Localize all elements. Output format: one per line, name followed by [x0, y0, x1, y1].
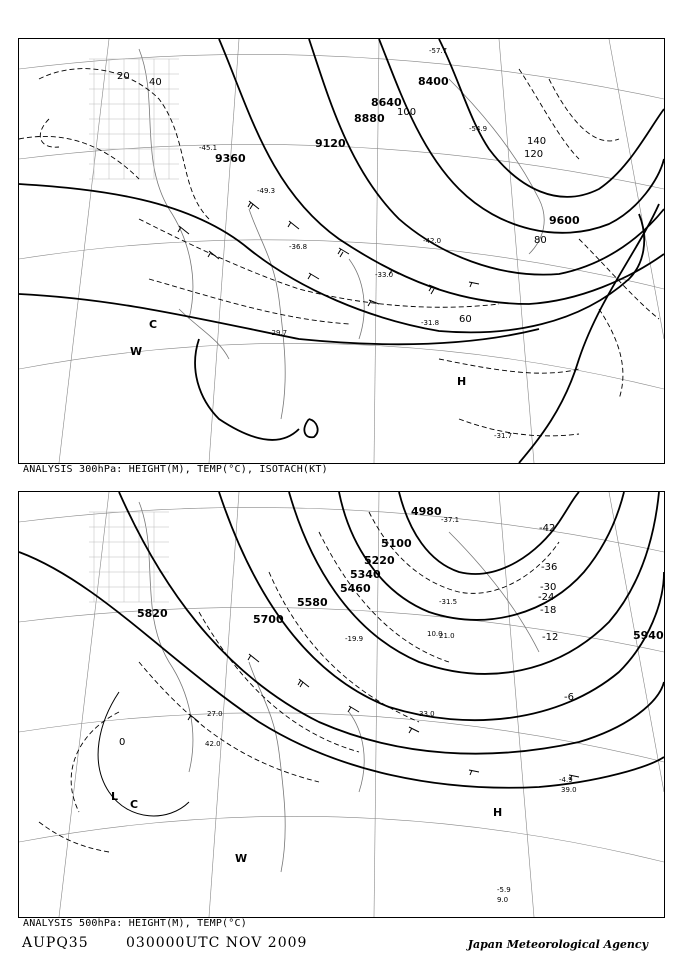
warm-center-symbol: W: [235, 852, 248, 865]
cold-center-symbol: C: [130, 798, 139, 811]
height-label-5220: 5220: [364, 554, 395, 567]
coastline: [139, 49, 547, 419]
temp-label: -36: [541, 562, 558, 573]
station-value: 10.0: [427, 630, 443, 638]
map-300hpa: [18, 38, 665, 464]
terrain-hatch: [89, 59, 179, 179]
station-value: 42.0: [205, 740, 221, 748]
station-value: 21.0: [439, 632, 455, 640]
height-label-8400: 8400: [418, 75, 449, 88]
height-label-5700: 5700: [253, 613, 284, 626]
height-contours: [19, 492, 664, 788]
height-label-5820: 5820: [137, 607, 168, 620]
temp-label: -19.9: [345, 635, 364, 643]
station-value: 9.0: [497, 896, 509, 904]
temp-label: -42: [539, 523, 556, 534]
graticule: [19, 39, 664, 463]
isotach-label: 120: [524, 149, 544, 160]
temp-label: -37.1: [441, 516, 460, 524]
temp-label: -49.3: [257, 187, 276, 195]
temp-label: -57.7: [429, 47, 448, 55]
wind-barbs: [178, 201, 479, 306]
temp-label: -33.0: [375, 271, 394, 279]
temp-label: -30: [540, 582, 557, 593]
temp-label: -31.7: [494, 432, 513, 440]
height-contours: [19, 39, 664, 463]
temp-label: -4.9: [559, 776, 573, 784]
height-label-5940: 5940: [633, 629, 664, 642]
height-label-5580: 5580: [297, 596, 328, 609]
temp-label: -31.5: [439, 598, 458, 606]
isotach-label: 140: [527, 136, 547, 147]
valid-time: 030000UTC NOV 2009: [126, 935, 308, 951]
graticule: [19, 492, 664, 917]
temp-label: -42.0: [423, 237, 442, 245]
caption-300hpa: ANALYSIS 300hPa: HEIGHT(M), TEMP(°C), ISOTACH(KT): [23, 464, 328, 475]
high-pressure-symbol: H: [493, 806, 503, 819]
temp-label: 0: [119, 737, 126, 748]
temp-label: -6: [564, 692, 574, 703]
station-value: 27.0: [207, 710, 223, 718]
temp-label: -5.9: [497, 886, 511, 894]
height-label-9600: 9600: [549, 214, 580, 227]
height-label-4980: 4980: [411, 505, 442, 518]
isotach-label: 40: [149, 77, 162, 88]
temp-label: -54.9: [469, 125, 488, 133]
map-500hpa: [18, 491, 665, 918]
cold-center-symbol: C: [149, 318, 158, 331]
station-value: 33.0: [419, 710, 435, 718]
agency-name: Japan Meteorological Agency: [467, 938, 648, 951]
temp-label: -45.1: [199, 144, 218, 152]
station-value: 39.0: [561, 786, 577, 794]
height-label-9360: 9360: [215, 152, 246, 165]
isotach-label: 100: [397, 107, 417, 118]
height-label-8640: 8640: [371, 96, 402, 109]
low-pressure-symbol: L: [111, 790, 119, 803]
temp-label: -18: [540, 605, 557, 616]
temp-label: -29.7: [269, 329, 288, 337]
high-pressure-symbol: H: [457, 375, 467, 388]
map-300hpa-graphics: [19, 39, 664, 463]
temp-label: -31.8: [421, 319, 440, 327]
product-id: AUPQ35: [22, 935, 89, 951]
map-500hpa-graphics: [19, 492, 664, 917]
height-label-8880: 8880: [354, 112, 385, 125]
temp-label: -12: [542, 632, 559, 643]
isotach-label: 60: [459, 314, 472, 325]
isotach-label: 20: [117, 71, 130, 82]
height-label-9120: 9120: [315, 137, 346, 150]
caption-500hpa: ANALYSIS 500hPa: HEIGHT(M), TEMP(°C): [23, 918, 247, 929]
height-label-5340: 5340: [350, 568, 381, 581]
temp-label: -36.8: [289, 243, 308, 251]
height-label-5100: 5100: [381, 537, 412, 550]
isotach-label: 80: [534, 235, 547, 246]
coastline: [139, 502, 539, 872]
terrain-hatch: [89, 512, 169, 602]
warm-center-symbol: W: [130, 345, 143, 358]
height-label-5460: 5460: [340, 582, 371, 595]
temp-label: -24: [538, 592, 555, 603]
